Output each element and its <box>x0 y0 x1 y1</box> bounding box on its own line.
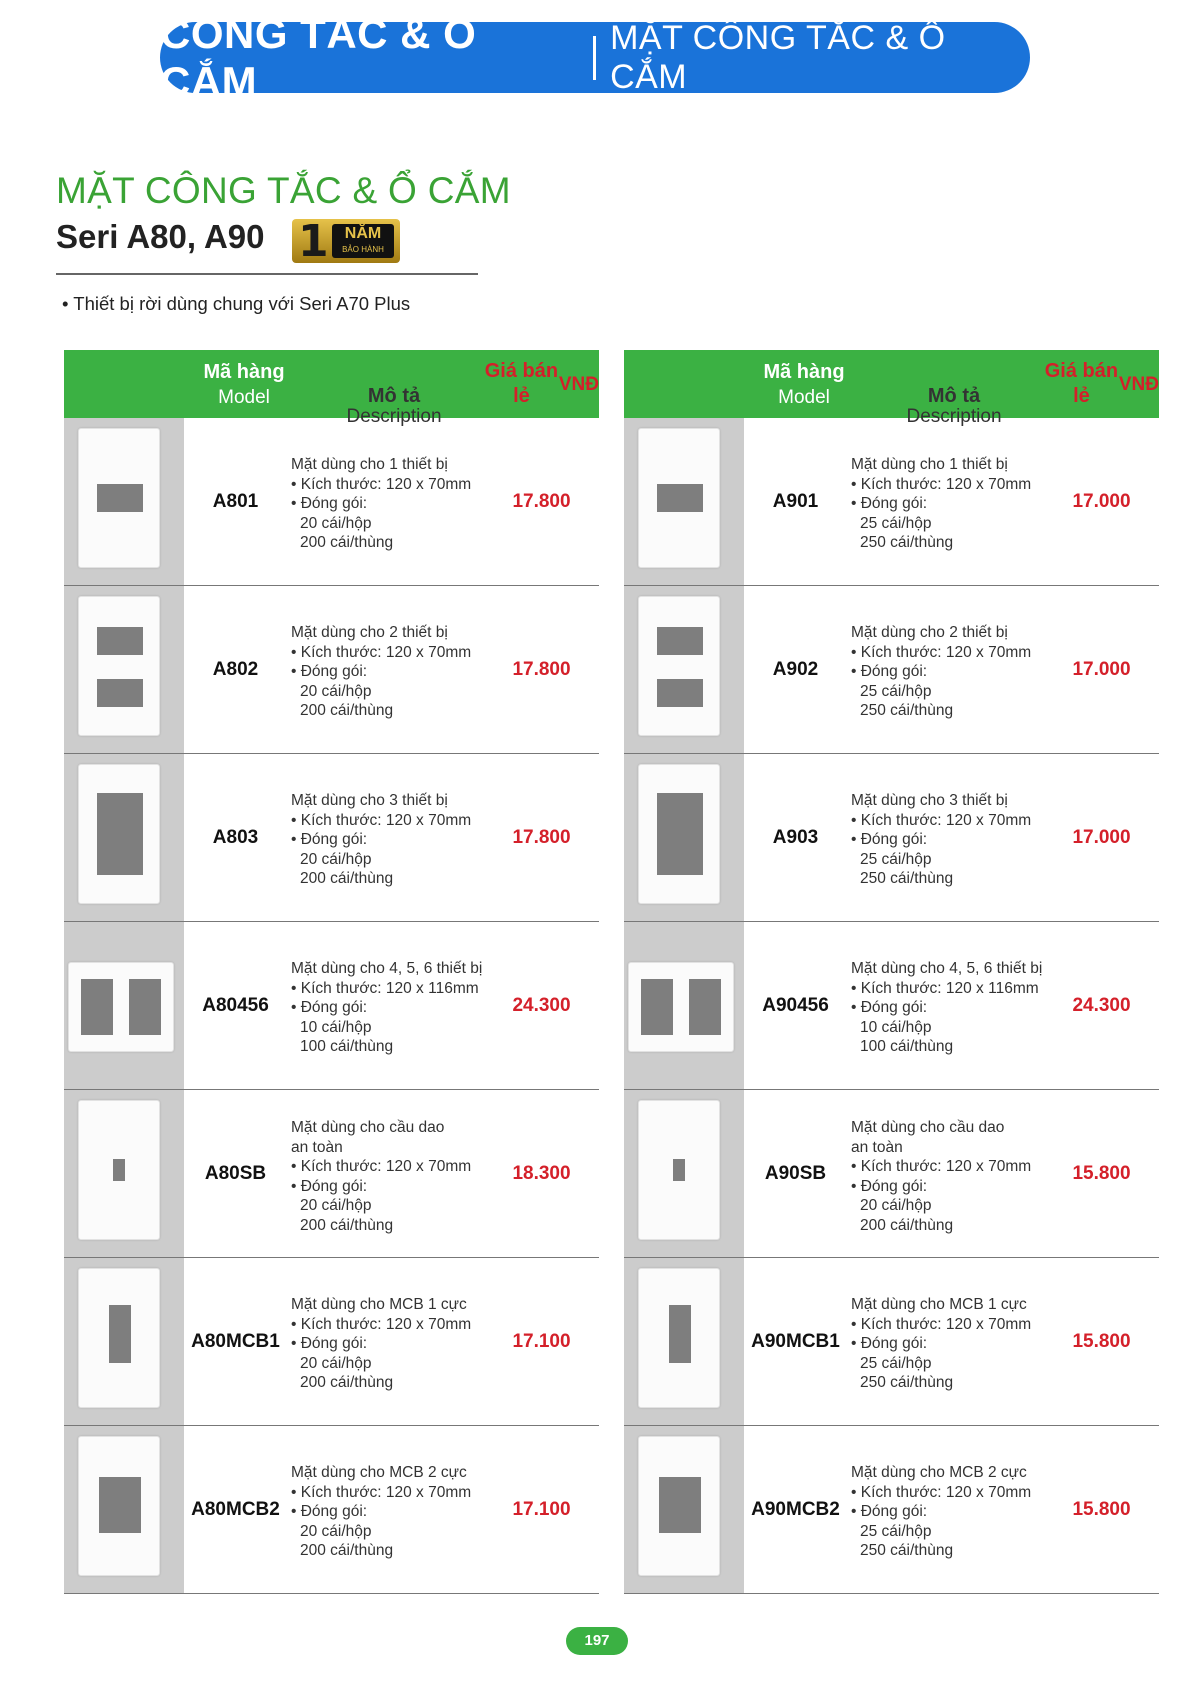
description-line: • Kích thước: 120 x 116mm <box>851 979 1039 997</box>
product-image-cell <box>624 754 744 921</box>
description-line: • Kích thước: 120 x 70mm <box>291 1315 472 1333</box>
description-line: 25 cái/hộp <box>860 1354 932 1372</box>
product-description <box>851 791 1051 889</box>
product-description <box>851 623 1051 721</box>
faceplate-opening <box>81 979 113 1035</box>
description-line: Mặt dùng cho MCB 2 cực <box>291 1464 467 1481</box>
description-line: Mặt dùng cho 2 thiết bị <box>291 624 448 641</box>
product-image-cell <box>64 1090 184 1257</box>
description-line: 10 cái/hộp <box>860 1018 932 1036</box>
series-name: Seri A80, A90 <box>56 218 265 255</box>
faceplate-opening <box>657 793 703 875</box>
table-row <box>64 1426 599 1594</box>
product-price: 17.000 <box>1072 826 1131 848</box>
faceplate-opening <box>641 979 673 1035</box>
product-price: 24.300 <box>1072 994 1131 1016</box>
product-image-cell <box>64 1426 184 1593</box>
faceplate-2-slot-icon <box>78 596 160 736</box>
faceplate-opening <box>657 679 703 707</box>
header-price-vi: Giá bán lẻ <box>484 360 559 407</box>
product-table-right <box>624 350 1159 1594</box>
product-code: A90456 <box>762 994 829 1016</box>
table-row <box>64 922 599 1090</box>
description-line: • Kích thước: 120 x 70mm <box>851 1158 1032 1175</box>
product-image-cell <box>624 586 744 753</box>
faceplate-opening <box>99 1477 141 1533</box>
description-line: 200 cái/thùng <box>300 534 394 551</box>
table-header <box>64 350 599 427</box>
description-line: an toàn <box>291 1138 343 1156</box>
product-description <box>291 791 491 889</box>
table-row <box>64 1258 599 1426</box>
description-line: an toàn <box>851 1138 903 1156</box>
description-line: Mặt dùng cho 4, 5, 6 thiết bị <box>851 960 1043 977</box>
faceplate-3-slot-icon <box>78 764 160 904</box>
description-line: 25 cái/hộp <box>860 850 932 868</box>
description-line: • Đóng gói: <box>291 495 368 512</box>
product-price: 15.800 <box>1072 1330 1131 1352</box>
description-line: • Kích thước: 120 x 70mm <box>291 811 472 829</box>
faceplate-1-slot-icon <box>638 428 720 568</box>
description-line: 10 cái/hộp <box>300 1018 372 1036</box>
description-line: 20 cái/hộp <box>300 850 372 868</box>
table-header <box>624 350 1159 427</box>
header-desc-vi: Mô tả <box>927 385 981 407</box>
description-line: 200 cái/thùng <box>300 702 394 719</box>
header-price-en: VNĐ <box>1118 373 1159 395</box>
table-row <box>64 418 599 586</box>
header-price-en: VNĐ <box>558 373 599 395</box>
description-line: • Đóng gói: <box>851 1503 928 1520</box>
product-price: 17.800 <box>512 658 571 680</box>
product-description <box>291 1118 491 1235</box>
header-model-en: Model <box>778 387 830 408</box>
faceplate-opening <box>97 793 143 875</box>
description-line: 25 cái/hộp <box>860 1522 932 1540</box>
product-description <box>291 1295 491 1393</box>
description-line: 20 cái/hộp <box>860 1197 932 1214</box>
table-row <box>624 754 1159 922</box>
description-line: • Kích thước: 120 x 70mm <box>291 1158 472 1175</box>
product-table-left <box>64 350 599 1594</box>
header-desc-en: Description <box>906 405 1002 427</box>
banner-subtitle: MẶT CÔNG TẮC & Ổ CẮM <box>610 18 946 96</box>
faceplate-opening <box>129 979 161 1035</box>
description-line: • Kích thước: 120 x 70mm <box>291 475 472 493</box>
description-line: 25 cái/hộp <box>860 514 932 532</box>
product-description <box>851 1118 1051 1235</box>
product-code: A802 <box>212 658 259 680</box>
faceplate-1-slot-icon <box>78 428 160 568</box>
product-code: A80SB <box>204 1162 267 1184</box>
description-line: 250 cái/thùng <box>860 1374 954 1391</box>
product-description <box>291 1463 491 1561</box>
description-line: 200 cái/thùng <box>300 1216 394 1234</box>
faceplate-mcb2-icon <box>638 1436 720 1576</box>
product-code: A901 <box>772 490 819 512</box>
faceplate-opening <box>659 1477 701 1533</box>
faceplate-breaker-icon <box>78 1100 160 1240</box>
description-line: 200 cái/thùng <box>300 1374 394 1391</box>
product-code: A801 <box>212 490 259 512</box>
product-code: A902 <box>772 658 819 680</box>
description-line: Mặt dùng cho 4, 5, 6 thiết bị <box>291 960 483 977</box>
description-line: 200 cái/thùng <box>300 870 394 887</box>
description-line: 25 cái/hộp <box>860 682 932 700</box>
description-line: Mặt dùng cho MCB 1 cực <box>851 1296 1027 1313</box>
product-price: 24.300 <box>512 994 571 1016</box>
banner-title: CÔNG TẮC & Ổ CẮM <box>160 9 477 105</box>
description-line: • Đóng gói: <box>851 1177 928 1195</box>
faceplate-opening <box>109 1305 131 1363</box>
description-line: • Đóng gói: <box>851 1335 928 1352</box>
header-price <box>1044 350 1159 418</box>
description-line: Mặt dùng cho cầu dao <box>851 1119 1005 1136</box>
description-line: 100 cái/thùng <box>860 1038 954 1055</box>
description-line: • Kích thước: 120 x 70mm <box>851 1483 1032 1501</box>
header-model <box>184 360 304 410</box>
description-line: • Kích thước: 120 x 70mm <box>851 475 1032 493</box>
warranty-plate <box>332 224 394 258</box>
table-row <box>624 418 1159 586</box>
section-title: MẶT CÔNG TẮC & Ổ CẮM <box>56 170 511 211</box>
description-line: 250 cái/thùng <box>860 534 954 551</box>
description-line: 20 cái/hộp <box>300 682 372 700</box>
warranty-word: NĂM <box>344 225 382 242</box>
table-row <box>624 922 1159 1090</box>
product-code: A90SB <box>764 1162 827 1184</box>
description-line: • Kích thước: 120 x 70mm <box>291 1483 472 1501</box>
section-divider <box>56 273 478 275</box>
warranty-number: 1 <box>298 216 329 267</box>
description-line: • Đóng gói: <box>291 1503 368 1520</box>
faceplate-mcb1-icon <box>638 1268 720 1408</box>
product-price: 15.800 <box>1072 1162 1131 1184</box>
description-line: • Đóng gói: <box>851 663 928 680</box>
table-row <box>624 1090 1159 1258</box>
category-banner <box>160 9 1030 105</box>
product-code: A90MCB2 <box>751 1498 840 1520</box>
faceplate-opening <box>669 1305 691 1363</box>
faceplate-double-icon <box>628 962 734 1052</box>
table-row <box>64 1090 599 1258</box>
table-row <box>624 1258 1159 1426</box>
faceplate-opening <box>97 627 143 655</box>
description-line: 250 cái/thùng <box>860 1542 954 1559</box>
product-image-cell <box>624 418 744 585</box>
product-description <box>291 455 491 553</box>
description-line: • Kích thước: 120 x 70mm <box>851 811 1032 829</box>
faceplate-mcb2-icon <box>78 1436 160 1576</box>
warranty-sub: BẢO HÀNH <box>342 245 384 254</box>
product-image-cell <box>624 1258 744 1425</box>
description-line: Mặt dùng cho 1 thiết bị <box>291 456 448 473</box>
description-line: 250 cái/thùng <box>860 702 954 719</box>
header-desc-vi: Mô tả <box>367 385 421 407</box>
product-code: A903 <box>772 826 819 848</box>
faceplate-opening <box>673 1159 685 1181</box>
description-line: Mặt dùng cho 2 thiết bị <box>851 624 1008 641</box>
header-price <box>484 350 599 418</box>
product-price: 17.100 <box>512 1330 571 1352</box>
description-line: Mặt dùng cho 3 thiết bị <box>851 792 1008 809</box>
description-line: Mặt dùng cho 3 thiết bị <box>291 792 448 809</box>
faceplate-breaker-icon <box>638 1100 720 1240</box>
product-image-cell <box>624 922 744 1089</box>
product-image-cell <box>64 1258 184 1425</box>
product-price: 15.800 <box>1072 1498 1131 1520</box>
description-line: Mặt dùng cho cầu dao <box>291 1119 445 1136</box>
description-line: • Đóng gói: <box>851 831 928 848</box>
product-price: 17.000 <box>1072 658 1131 680</box>
section-note: • Thiết bị rời dùng chung với Seri A70 Plus <box>62 293 411 314</box>
product-code: A80MCB2 <box>191 1498 280 1520</box>
description-line: • Kích thước: 120 x 70mm <box>291 643 472 661</box>
product-description <box>851 959 1051 1057</box>
faceplate-opening <box>657 627 703 655</box>
faceplate-double-icon <box>68 962 174 1052</box>
description-line: 200 cái/thùng <box>300 1542 394 1559</box>
product-price: 17.800 <box>512 826 571 848</box>
description-line: • Kích thước: 120 x 70mm <box>851 1315 1032 1333</box>
product-image-cell <box>624 1090 744 1257</box>
product-price: 17.100 <box>512 1498 571 1520</box>
faceplate-3-slot-icon <box>638 764 720 904</box>
faceplate-2-slot-icon <box>638 596 720 736</box>
description-line: 200 cái/thùng <box>860 1216 954 1234</box>
faceplate-opening <box>689 979 721 1035</box>
faceplate-mcb1-icon <box>78 1268 160 1408</box>
header-model-vi: Mã hàng <box>203 361 285 383</box>
banner-divider <box>593 36 596 80</box>
product-description <box>851 1463 1051 1561</box>
product-image-cell <box>64 922 184 1089</box>
table-row <box>64 754 599 922</box>
table-row <box>624 586 1159 754</box>
product-image-cell <box>64 418 184 585</box>
description-line: Mặt dùng cho MCB 2 cực <box>851 1464 1027 1481</box>
faceplate-opening <box>97 484 143 512</box>
product-image-cell <box>64 586 184 753</box>
description-line: 250 cái/thùng <box>860 870 954 887</box>
description-line: • Đóng gói: <box>291 1335 368 1352</box>
product-price: 17.000 <box>1072 490 1131 512</box>
description-line: • Đóng gói: <box>851 999 928 1016</box>
product-code: A803 <box>212 826 259 848</box>
header-model-en: Model <box>218 387 270 408</box>
header-model <box>744 360 864 410</box>
product-description <box>851 1295 1051 1393</box>
product-price: 18.300 <box>512 1162 571 1184</box>
header-desc-en: Description <box>346 405 442 427</box>
description-line: • Kích thước: 120 x 70mm <box>851 643 1032 661</box>
description-line: • Đóng gói: <box>291 663 368 680</box>
page-number: 197 <box>566 1627 628 1655</box>
product-code: A90MCB1 <box>751 1330 840 1352</box>
description-line: • Đóng gói: <box>291 831 368 848</box>
product-description <box>851 455 1051 553</box>
description-line: • Đóng gói: <box>851 495 928 512</box>
header-model-vi: Mã hàng <box>763 361 845 383</box>
description-line: 20 cái/hộp <box>300 1197 372 1214</box>
faceplate-opening <box>97 679 143 707</box>
product-code: A80456 <box>202 994 269 1016</box>
product-image-cell <box>64 754 184 921</box>
description-line: Mặt dùng cho 1 thiết bị <box>851 456 1008 473</box>
faceplate-opening <box>657 484 703 512</box>
product-price: 17.800 <box>512 490 571 512</box>
description-line: • Đóng gói: <box>291 999 368 1016</box>
faceplate-opening <box>113 1159 125 1181</box>
product-code: A80MCB1 <box>191 1330 280 1352</box>
description-line: 20 cái/hộp <box>300 514 372 532</box>
description-line: 20 cái/hộp <box>300 1522 372 1540</box>
product-description <box>291 623 491 721</box>
warranty-badge-icon <box>292 216 400 267</box>
description-line: • Đóng gói: <box>291 1177 368 1195</box>
description-line: • Kích thước: 120 x 116mm <box>291 979 479 997</box>
description-line: 20 cái/hộp <box>300 1354 372 1372</box>
table-row <box>624 1426 1159 1594</box>
product-image-cell <box>624 1426 744 1593</box>
header-price-vi: Giá bán lẻ <box>1044 360 1119 407</box>
description-line: Mặt dùng cho MCB 1 cực <box>291 1296 467 1313</box>
description-line: 100 cái/thùng <box>300 1038 394 1055</box>
table-row <box>64 586 599 754</box>
product-description <box>291 959 491 1057</box>
